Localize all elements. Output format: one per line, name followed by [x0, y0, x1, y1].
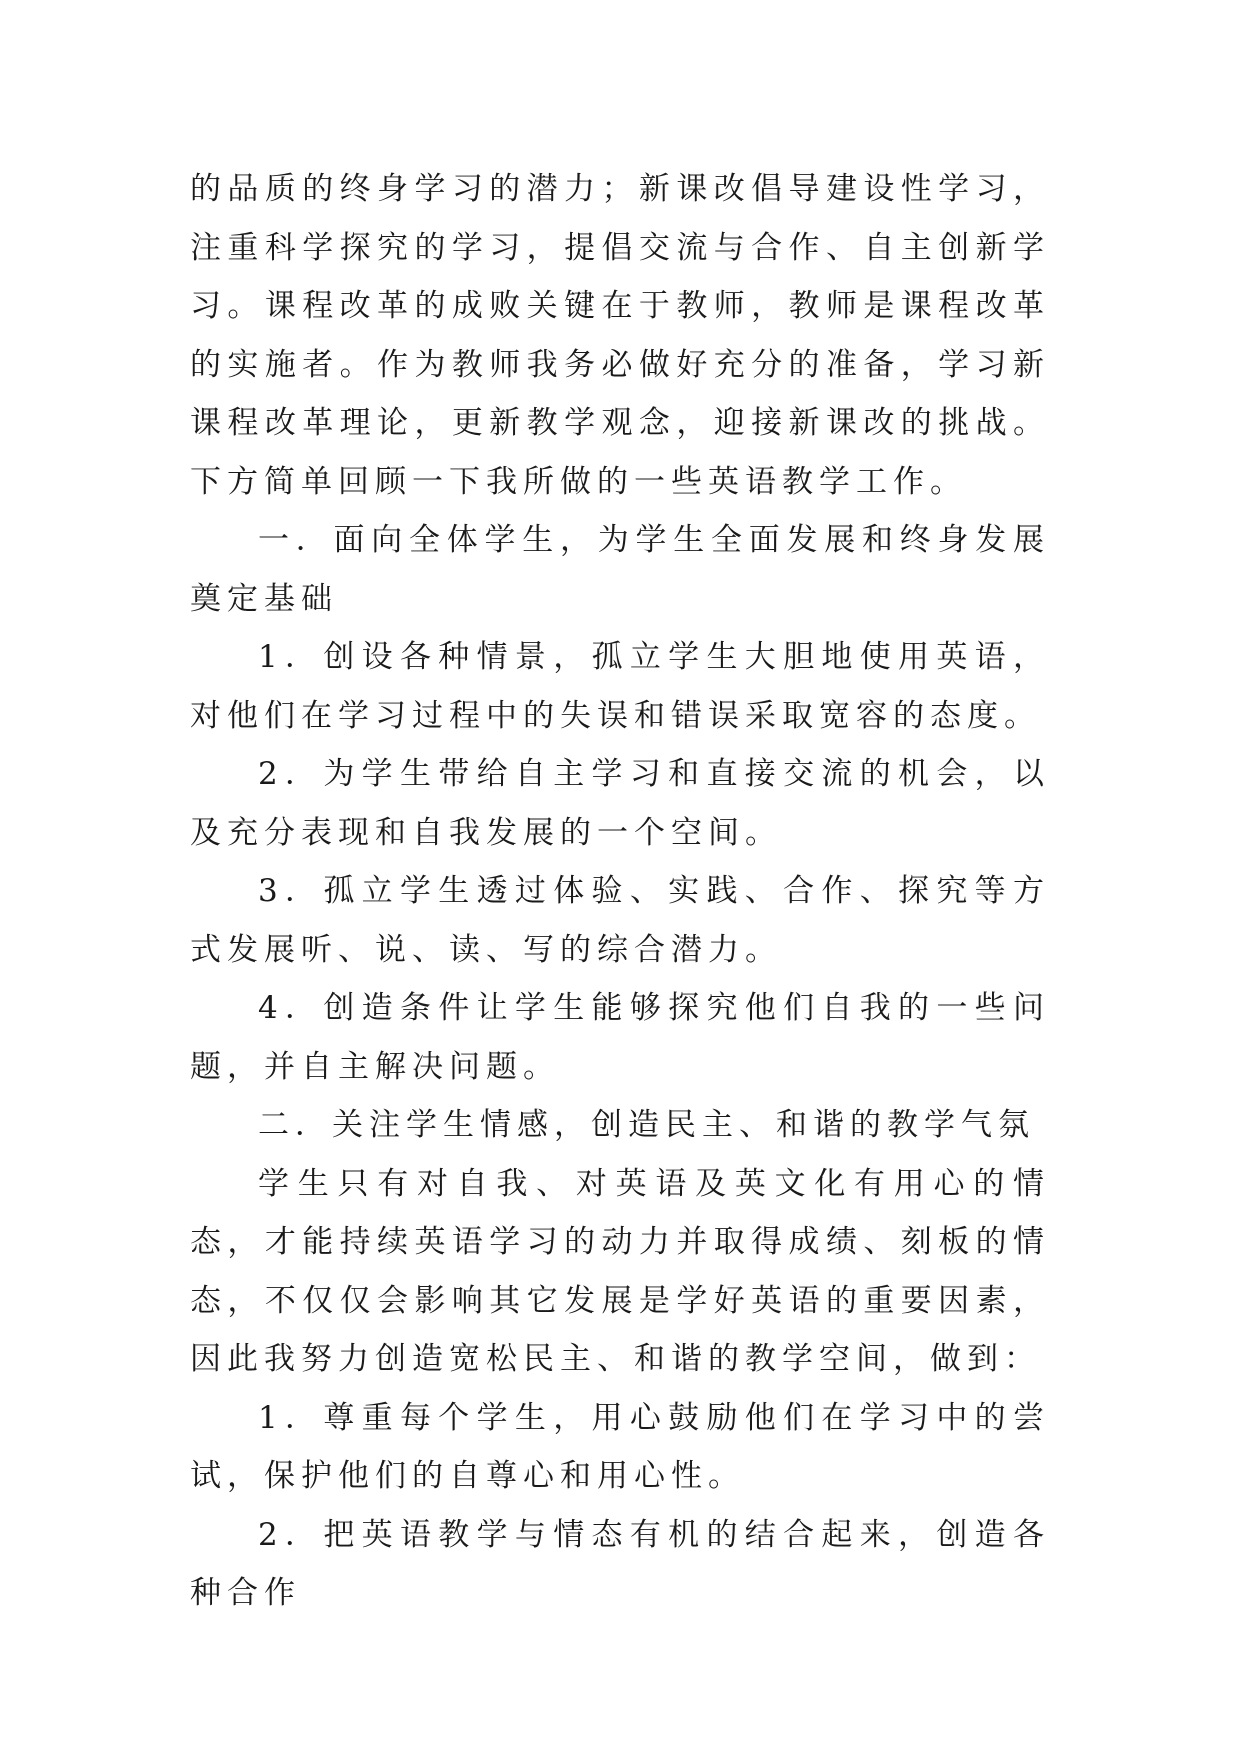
list-item: 1．尊重每个学生，用心鼓励他们在学习中的尝试，保护他们的自尊心和用心性。: [190, 1399, 1050, 1494]
section-heading-2: 二．关注学生情感，创造民主、和谐的教学气氛: [258, 1107, 1035, 1143]
section-heading-1: 一．面向全体学生，为学生全面发展和终身发展奠定基础: [190, 522, 1050, 617]
paragraph-continuation: 的品质的终身学习的潜力；新课改倡导建设性学习，注重科学探究的学习，提倡交流与合作、自主创新学习。课程改革的成败关键在于教师，教师是课程改革的实施者。作为教师我务必做好充分的准备，学习新课程改革理论，更新教学观念，迎接新课改的挑战。下方简单回顾一下我所做的一些英语教学工作。: [190, 171, 1050, 500]
list-item: 2．为学生带给自主学习和直接交流的机会，以及充分表现和自我发展的一个空间。: [190, 756, 1050, 851]
list-item: 1．创设各种情景，孤立学生大胆地使用英语，对他们在学习过程中的失误和错误采取宽容的态度。: [190, 639, 1050, 734]
document-body: [190, 160, 1050, 1623]
paragraph: 学生只有对自我、对英语及英文化有用心的情态，才能持续英语学习的动力并取得成绩、刻板的情态，不仅仅会影响其它发展是学好英语的重要因素，因此我努力创造宽松民主、和谐的教学空间，做到：: [190, 1165, 1050, 1377]
list-item: 3．孤立学生透过体验、实践、合作、探究等方式发展听、说、读、写的综合潜力。: [190, 873, 1050, 968]
list-item: 4．创造条件让学生能够探究他们自我的一些问题，并自主解决问题。: [190, 990, 1050, 1085]
list-item: 2．把英语教学与情态有机的结合起来，创造各种合作: [190, 1516, 1050, 1611]
